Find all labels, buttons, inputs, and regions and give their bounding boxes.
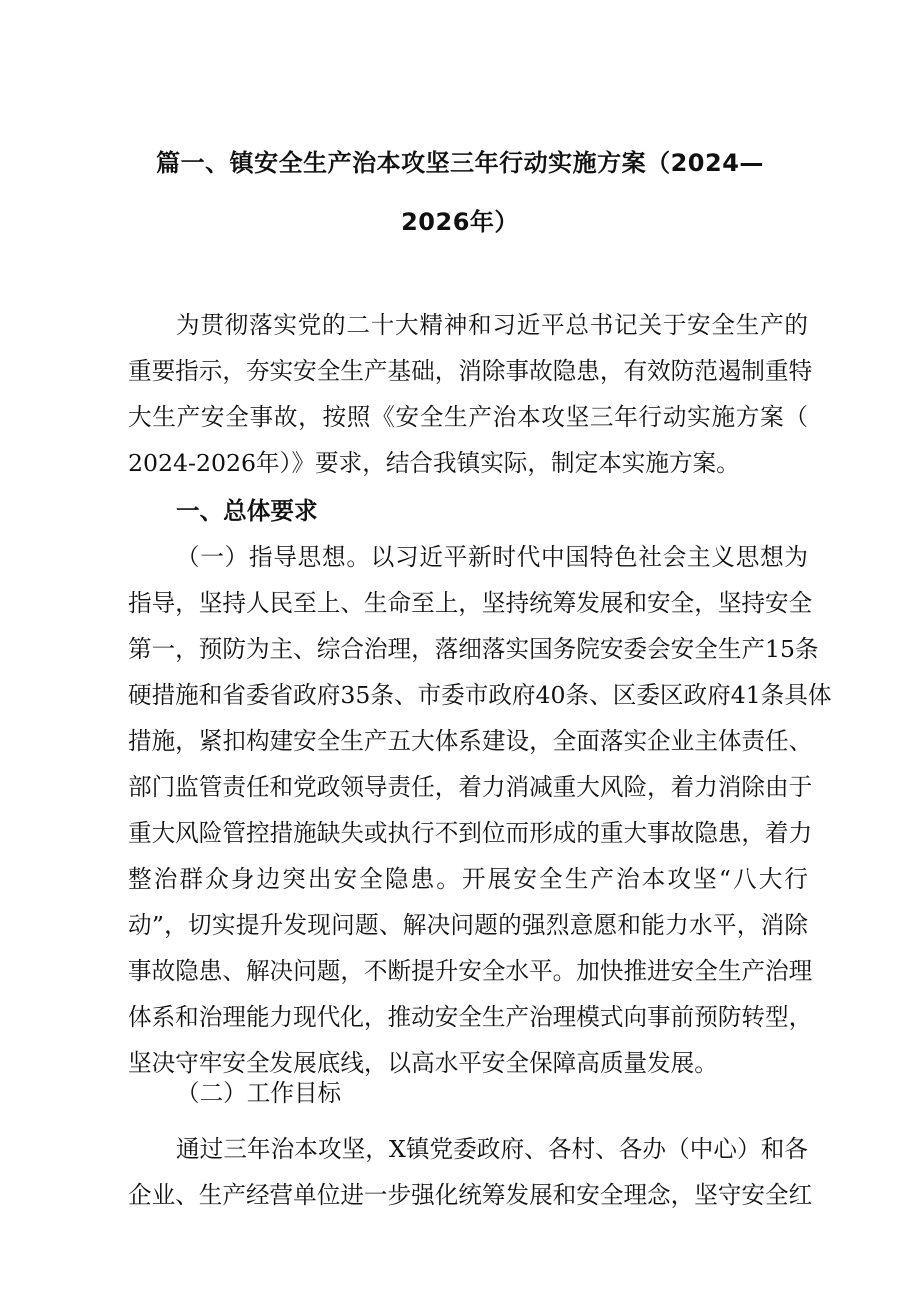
goals-line: 通过三年治本攻坚，X镇党委政府、各村、各办（中心）和各: [176, 1135, 808, 1163]
guiding-line: 第一，预防为主、综合治理，落细落实国务院安委会安全生产15条: [128, 635, 819, 663]
guiding-line: 部门监管责任和党政领导责任，着力消减重大风险，着力消除由于: [128, 773, 813, 801]
document-title-line-1: 篇一、镇安全生产治本攻坚三年行动实施方案（2024—: [156, 149, 764, 177]
guiding-line: 整治群众身边突出安全隐患。开展安全生产治本攻坚“八大行: [128, 865, 808, 893]
guiding-line: 措施，紧扣构建安全生产五大体系建设，全面落实企业主体责任、: [128, 727, 813, 755]
intro-line: 大生产安全事故，按照《安全生产治本攻坚三年行动实施方案（: [128, 403, 808, 431]
intro-line: 为贯彻落实党的二十大精神和习近平总书记关于安全生产的: [176, 311, 808, 339]
guiding-line: 指导，坚持人民至上、生命至上，坚持统筹发展和安全，坚持安全: [128, 589, 813, 617]
guiding-line: 重大风险管控措施缺失或执行不到位而形成的重大事故隐患，着力: [128, 819, 813, 847]
intro-line: 重要指示，夯实安全生产基础，消除事故隐患，有效防范遏制重特: [128, 357, 813, 385]
guiding-line: 事故隐患、解决问题，不断提升安全水平。加快推进安全生产治理: [128, 957, 813, 985]
guiding-line: 体系和治理能力现代化，推动安全生产治理模式向事前预防转型，: [128, 1003, 813, 1031]
goals-line: 企业、生产经营单位进一步强化统筹发展和安全理念，坚守安全红: [128, 1181, 813, 1209]
document-title-line-2: 2026年）: [401, 208, 519, 236]
guiding-line: 坚决守牢安全发展底线，以高水平安全保障高质量发展。: [128, 1049, 718, 1077]
guiding-line: （一）指导思想。以习近平新时代中国特色社会主义思想为: [176, 543, 808, 571]
section-heading: 一、总体要求: [176, 497, 318, 525]
guiding-line: 动”，切实提升发现问题、解决问题的强烈意愿和能力水平，消除: [128, 911, 808, 939]
intro-line: 2024-2026年）》要求，结合我镇实际，制定本实施方案。: [128, 449, 740, 477]
guiding-line: 硬措施和省委省政府35条、市委市政府40条、区委区政府41条具体: [128, 681, 832, 709]
subsection-heading: （二）工作目标: [176, 1079, 342, 1107]
